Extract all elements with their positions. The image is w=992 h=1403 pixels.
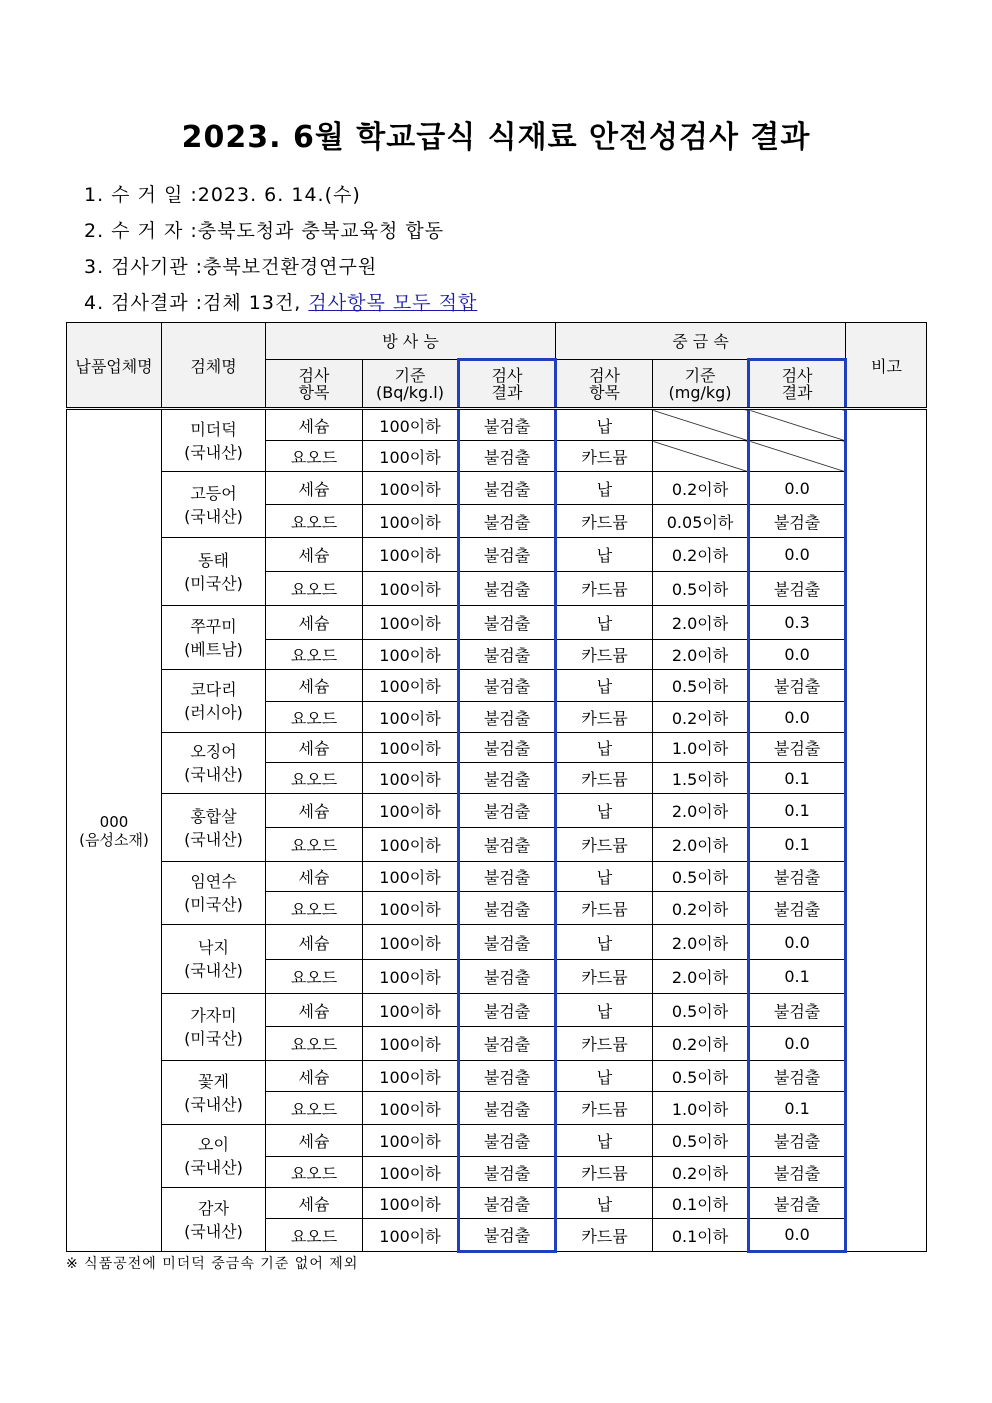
- met-standard: 0.2이하: [653, 702, 749, 733]
- rad-standard: 100이하: [363, 606, 459, 640]
- sample-cell: [162, 606, 266, 670]
- met-item: 납: [556, 409, 653, 441]
- met-result: 불검출: [749, 572, 846, 606]
- rad-result: 불검출: [459, 1219, 556, 1252]
- met-result: 0.3: [749, 606, 846, 640]
- sample-origin: (미국산): [184, 573, 243, 593]
- rad-item: 요오드: [266, 702, 363, 733]
- footnote: ※ 식품공전에 미더덕 중금속 기준 없어 제외: [66, 1256, 359, 1272]
- rad-result: 불검출: [459, 640, 556, 670]
- info-label: 1. 수 거 일 :: [84, 184, 198, 206]
- info-value: 충북보건환경연구원: [203, 256, 378, 278]
- rad-standard: 100이하: [363, 1188, 459, 1219]
- rad-standard: 100이하: [363, 994, 459, 1027]
- sample-origin: (베트남): [184, 639, 243, 659]
- met-item: 카드뮴: [556, 505, 653, 538]
- rad-result: 불검출: [459, 505, 556, 538]
- supplier-cell: [67, 409, 162, 1252]
- sample-origin: (국내산): [184, 1094, 243, 1114]
- met-standard: 0.5이하: [653, 572, 749, 606]
- met-standard: 0.1이하: [653, 1188, 749, 1219]
- met-standard: 0.2이하: [653, 1027, 749, 1061]
- rad-standard: 100이하: [363, 925, 459, 960]
- info-line-agency: [84, 252, 377, 279]
- sample-origin: (국내산): [184, 506, 243, 526]
- met-result: 불검출: [749, 892, 846, 925]
- header-met-standard: 기준 (mg/kg): [653, 360, 749, 409]
- sample-name: 꽃게: [198, 1071, 229, 1091]
- met-item: 납: [556, 994, 653, 1027]
- rad-result: 불검출: [459, 763, 556, 794]
- sample-origin: (국내산): [184, 961, 243, 980]
- rad-standard: 100이하: [363, 702, 459, 733]
- met-standard: 0.2이하: [653, 472, 749, 505]
- sample-origin: (미국산): [184, 1029, 243, 1048]
- info-line-collector: [84, 216, 444, 243]
- met-standard: 0.05이하: [653, 505, 749, 538]
- rad-result: 불검출: [459, 862, 556, 892]
- rad-result: 불검출: [459, 1157, 556, 1188]
- met-standard: 0.5이하: [653, 670, 749, 702]
- rad-standard: 100이하: [363, 505, 459, 538]
- sample-origin: (러시아): [184, 703, 243, 722]
- sample-origin: (미국산): [184, 895, 243, 914]
- met-item: 카드뮴: [556, 1219, 653, 1252]
- met-result: [749, 441, 846, 472]
- table-body: [67, 409, 927, 1252]
- rad-item: 세슘: [266, 925, 363, 960]
- rad-result: 불검출: [459, 994, 556, 1027]
- rad-standard: 100이하: [363, 441, 459, 472]
- sample-name: 임연수: [190, 872, 237, 891]
- table-row: [67, 409, 927, 441]
- sample-name: 낙지: [198, 938, 229, 957]
- rad-standard: 100이하: [363, 733, 459, 763]
- met-item: 납: [556, 538, 653, 572]
- info-label: 2. 수 거 자 :: [84, 220, 198, 242]
- met-standard: 2.0이하: [653, 794, 749, 828]
- rad-item: 요오드: [266, 1092, 363, 1125]
- result-summary-link[interactable]: 검사항목 모두 적합: [308, 292, 478, 314]
- rad-result: 불검출: [459, 733, 556, 763]
- rad-item: 세슘: [266, 733, 363, 763]
- rad-standard: 100이하: [363, 640, 459, 670]
- met-result: 0.1: [749, 1092, 846, 1125]
- header-rad-item: 검사 항목: [266, 360, 363, 409]
- rad-standard: 100이하: [363, 538, 459, 572]
- sample-origin: (국내산): [184, 442, 243, 462]
- sample-cell: [162, 538, 266, 606]
- table-row: [67, 733, 927, 763]
- rad-standard: 100이하: [363, 1092, 459, 1125]
- rad-item: 세슘: [266, 670, 363, 702]
- rad-result: 불검출: [459, 409, 556, 441]
- met-item: 카드뮴: [556, 828, 653, 862]
- met-standard: 2.0이하: [653, 960, 749, 994]
- rad-item: 세슘: [266, 409, 363, 441]
- met-result: 0.0: [749, 472, 846, 505]
- met-standard: 0.5이하: [653, 1125, 749, 1157]
- met-result: [749, 409, 846, 441]
- page-title: 2023. 6월 학교급식 식재료 안전성검사 결과: [181, 120, 811, 155]
- met-standard: 0.5이하: [653, 994, 749, 1027]
- met-result: 0.0: [749, 1027, 846, 1061]
- rad-result: 불검출: [459, 1125, 556, 1157]
- header-rad-standard: 기준 (Bq/kg.l): [363, 360, 459, 409]
- sample-name: 미더덕: [190, 419, 237, 439]
- rad-result: 불검출: [459, 670, 556, 702]
- results-table: [66, 322, 927, 1253]
- rad-item: 세슘: [266, 1188, 363, 1219]
- rad-standard: 100이하: [363, 892, 459, 925]
- met-item: 납: [556, 606, 653, 640]
- sample-name: 감자: [198, 1198, 229, 1218]
- sample-name: 가자미: [190, 1006, 237, 1025]
- info-line-result: [84, 288, 477, 315]
- info-value: 검체 13건,: [203, 292, 309, 314]
- table-row: [67, 862, 927, 892]
- info-line-date: [84, 180, 361, 207]
- rad-result: 불검출: [459, 828, 556, 862]
- met-result: 0.0: [749, 538, 846, 572]
- met-item: 납: [556, 1188, 653, 1219]
- rad-result: 불검출: [459, 1188, 556, 1219]
- met-result: 0.0: [749, 640, 846, 670]
- sample-cell: [162, 670, 266, 733]
- met-item: 납: [556, 794, 653, 828]
- met-item: 카드뮴: [556, 441, 653, 472]
- met-standard: 2.0이하: [653, 606, 749, 640]
- met-result: 불검출: [749, 1157, 846, 1188]
- sample-cell: [162, 1125, 266, 1188]
- met-standard: 2.0이하: [653, 925, 749, 960]
- sample-cell: [162, 862, 266, 925]
- table-row: [67, 1188, 927, 1219]
- met-standard: 1.0이하: [653, 1092, 749, 1125]
- rad-item: 요오드: [266, 572, 363, 606]
- sample-name: 코다리: [190, 680, 237, 699]
- met-result: 불검출: [749, 1061, 846, 1092]
- met-result: 0.1: [749, 960, 846, 994]
- rad-standard: 100이하: [363, 1157, 459, 1188]
- rad-result: 불검출: [459, 702, 556, 733]
- rad-standard: 100이하: [363, 862, 459, 892]
- sample-cell: [162, 409, 266, 472]
- met-result: 0.0: [749, 702, 846, 733]
- met-item: 카드뮴: [556, 1027, 653, 1061]
- note-cell: [846, 409, 927, 1252]
- rad-item: 요오드: [266, 441, 363, 472]
- sample-name: 홍합살: [190, 806, 237, 826]
- rad-standard: 100이하: [363, 763, 459, 794]
- met-standard: [653, 409, 749, 441]
- met-standard: 0.5이하: [653, 862, 749, 892]
- met-result: 불검출: [749, 733, 846, 763]
- header-met-item: 검사 항목: [556, 360, 653, 409]
- met-result: 불검출: [749, 670, 846, 702]
- met-result: 불검출: [749, 1125, 846, 1157]
- met-standard: 2.0이하: [653, 828, 749, 862]
- rad-result: 불검출: [459, 606, 556, 640]
- rad-item: 요오드: [266, 505, 363, 538]
- header-supplier: 납품업체명: [67, 323, 162, 409]
- info-value: 2023. 6. 14.(수): [197, 184, 361, 206]
- rad-item: 요오드: [266, 828, 363, 862]
- met-result: 0.1: [749, 828, 846, 862]
- met-result: 0.1: [749, 794, 846, 828]
- table-row: [67, 538, 927, 572]
- rad-standard: 100이하: [363, 794, 459, 828]
- rad-item: 요오드: [266, 1027, 363, 1061]
- met-item: 납: [556, 1061, 653, 1092]
- sample-cell: [162, 472, 266, 538]
- rad-item: 요오드: [266, 1157, 363, 1188]
- sample-name: 고등어: [190, 483, 237, 503]
- rad-result: 불검출: [459, 538, 556, 572]
- rad-standard: 100이하: [363, 1125, 459, 1157]
- sample-name: 오징어: [190, 742, 237, 761]
- rad-item: 세슘: [266, 472, 363, 505]
- rad-item: 요오드: [266, 763, 363, 794]
- met-standard: [653, 441, 749, 472]
- sample-origin: (국내산): [184, 1221, 243, 1241]
- met-item: 납: [556, 862, 653, 892]
- table-row: [67, 1125, 927, 1157]
- met-item: 카드뮴: [556, 960, 653, 994]
- header-note: 비고: [846, 323, 927, 409]
- rad-result: 불검출: [459, 892, 556, 925]
- rad-item: 세슘: [266, 606, 363, 640]
- sample-name: 동태: [198, 550, 229, 570]
- info-value: 충북도청과 충북교육청 합동: [197, 220, 445, 242]
- header-met-result: 검사 결과: [749, 360, 846, 409]
- table-row: [67, 472, 927, 505]
- sample-name: 오이: [198, 1135, 229, 1154]
- met-result: 0.0: [749, 925, 846, 960]
- rad-item: 세슘: [266, 994, 363, 1027]
- met-item: 카드뮴: [556, 702, 653, 733]
- met-standard: 0.2이하: [653, 538, 749, 572]
- met-standard: 0.2이하: [653, 892, 749, 925]
- info-label: 3. 검사기관 :: [84, 256, 204, 278]
- rad-item: 세슘: [266, 862, 363, 892]
- met-standard: 2.0이하: [653, 640, 749, 670]
- rad-result: 불검출: [459, 960, 556, 994]
- met-item: 납: [556, 472, 653, 505]
- rad-standard: 100이하: [363, 472, 459, 505]
- rad-result: 불검출: [459, 925, 556, 960]
- rad-result: 불검출: [459, 572, 556, 606]
- met-item: 카드뮴: [556, 763, 653, 794]
- rad-result: 불검출: [459, 472, 556, 505]
- sample-cell: [162, 1188, 266, 1252]
- rad-item: 요오드: [266, 640, 363, 670]
- table-row: [67, 606, 927, 640]
- info-label: 4. 검사결과 :: [84, 292, 204, 314]
- rad-result: 불검출: [459, 794, 556, 828]
- met-result: 불검출: [749, 862, 846, 892]
- sample-origin: (국내산): [184, 829, 243, 849]
- sample-cell: [162, 925, 266, 994]
- met-item: 납: [556, 670, 653, 702]
- rad-item: 요오드: [266, 892, 363, 925]
- table-row: [67, 670, 927, 702]
- met-item: 납: [556, 1125, 653, 1157]
- rad-item: 세슘: [266, 538, 363, 572]
- sample-cell: [162, 1061, 266, 1125]
- table-row: [67, 794, 927, 828]
- met-item: 카드뮴: [556, 640, 653, 670]
- table-row: [67, 1061, 927, 1092]
- met-item: 카드뮴: [556, 1092, 653, 1125]
- rad-standard: 100이하: [363, 409, 459, 441]
- met-standard: 1.5이하: [653, 763, 749, 794]
- met-item: 카드뮴: [556, 892, 653, 925]
- rad-item: 세슘: [266, 1125, 363, 1157]
- met-result: 불검출: [749, 994, 846, 1027]
- met-standard: 0.2이하: [653, 1157, 749, 1188]
- table-row: [67, 994, 927, 1027]
- rad-result: 불검출: [459, 441, 556, 472]
- met-item: 납: [556, 733, 653, 763]
- sample-cell: [162, 794, 266, 862]
- sample-origin: (국내산): [184, 1158, 243, 1177]
- rad-result: 불검출: [459, 1092, 556, 1125]
- met-result: 불검출: [749, 1188, 846, 1219]
- supplier-location: (음성소재): [79, 830, 149, 849]
- rad-standard: 100이하: [363, 828, 459, 862]
- met-result: 불검출: [749, 505, 846, 538]
- rad-standard: 100이하: [363, 1061, 459, 1092]
- met-item: 납: [556, 925, 653, 960]
- met-standard: 0.5이하: [653, 1061, 749, 1092]
- header-sample: 검체명: [162, 323, 266, 409]
- rad-item: 세슘: [266, 1061, 363, 1092]
- sample-cell: [162, 994, 266, 1061]
- rad-item: 요오드: [266, 1219, 363, 1252]
- supplier-name: 000: [99, 812, 129, 831]
- rad-standard: 100이하: [363, 1027, 459, 1061]
- sample-cell: [162, 733, 266, 794]
- header-radiation: 방 사 능: [266, 323, 556, 360]
- met-item: 카드뮴: [556, 1157, 653, 1188]
- rad-standard: 100이하: [363, 1219, 459, 1252]
- sample-name: 쭈꾸미: [190, 616, 237, 636]
- header-metals: 중 금 속: [556, 323, 846, 360]
- rad-standard: 100이하: [363, 960, 459, 994]
- rad-result: 불검출: [459, 1027, 556, 1061]
- table-row: [67, 925, 927, 960]
- met-standard: 1.0이하: [653, 733, 749, 763]
- met-result: 0.1: [749, 763, 846, 794]
- header-rad-result: 검사 결과: [459, 360, 556, 409]
- met-item: 카드뮴: [556, 572, 653, 606]
- rad-item: 세슘: [266, 794, 363, 828]
- rad-standard: 100이하: [363, 572, 459, 606]
- rad-result: 불검출: [459, 1061, 556, 1092]
- sample-origin: (국내산): [184, 765, 243, 784]
- met-standard: 0.1이하: [653, 1219, 749, 1252]
- met-result: 0.0: [749, 1219, 846, 1252]
- rad-standard: 100이하: [363, 670, 459, 702]
- rad-item: 요오드: [266, 960, 363, 994]
